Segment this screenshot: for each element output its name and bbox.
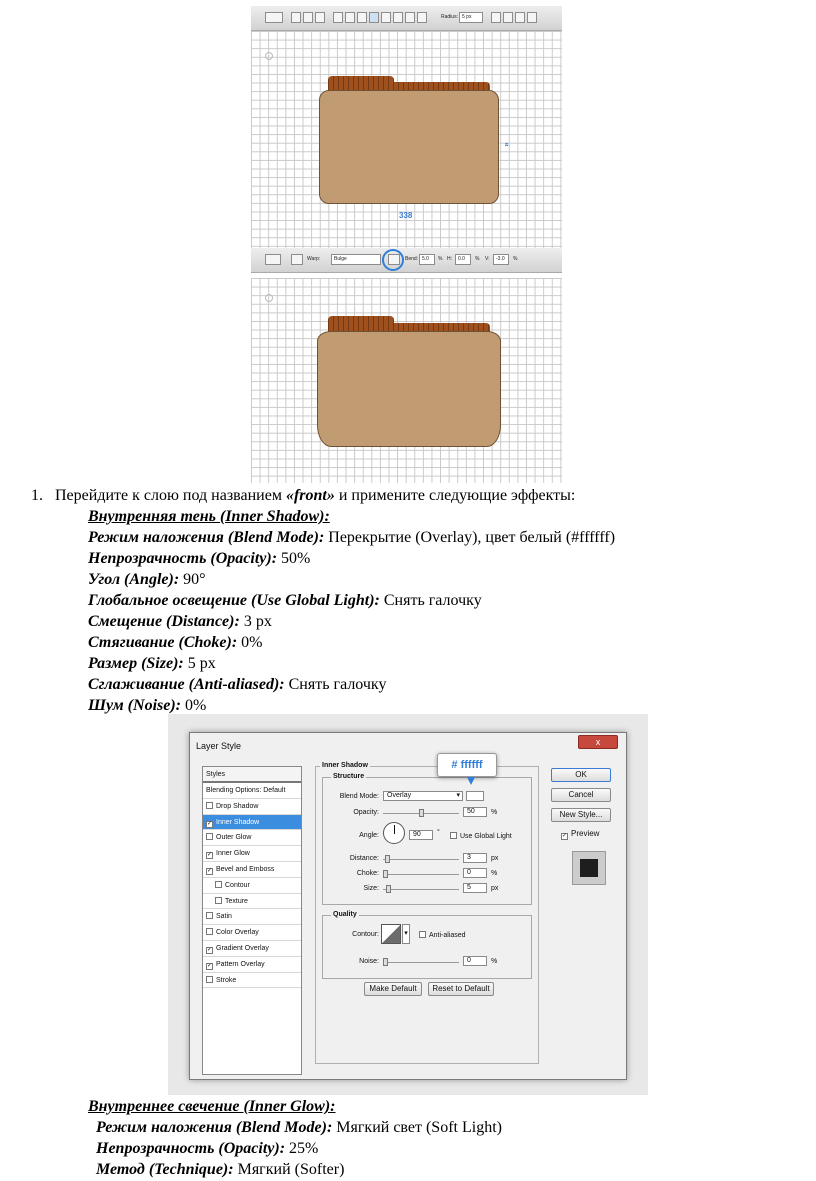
size-slider-thumb[interactable] [386,885,391,893]
inner-shadow-heading: Внутренняя тень (Inner Shadow): [88,508,330,525]
close-button[interactable]: x [578,735,618,749]
layer-name: «front» [285,487,335,504]
distance-slider-thumb[interactable] [385,855,390,863]
v-input[interactable]: -3.0 [493,254,509,265]
checkbox-icon [450,832,457,839]
noise-input[interactable]: 0 [463,956,487,966]
noise-slider-thumb[interactable] [383,958,388,966]
setting-line: Шум (Noise): 0% [88,697,207,714]
distance-label: Distance: [349,855,379,862]
structure-group [322,773,532,905]
checkbox-icon: ✓ [562,833,568,839]
section-title: Inner Shadow [322,762,368,769]
h-input[interactable]: 0.0 [455,254,471,265]
warp-style-select[interactable]: Bulge [331,254,381,265]
step-number: 1. [31,487,43,504]
size-slider[interactable] [383,889,459,890]
width-dimension-label: 338 [399,211,413,220]
setting-line: Режим наложения (Blend Mode): Мягкий свет (Soft Light) [96,1119,502,1136]
distance-unit: px [491,855,499,862]
setting-line: Сглаживание (Anti-aliased): Снять галочку [88,676,387,693]
screenshot-warp-bulge [251,248,562,483]
contour-label: Contour: [352,931,379,938]
v-unit: % [513,256,518,262]
structure-title: Structure [333,773,365,780]
dialog-title: Layer Style [196,741,242,751]
angle-dial[interactable] [383,822,405,844]
checkbox-icon [419,931,426,938]
exclude-shape-icon[interactable] [527,12,537,23]
warp-grid-icon[interactable] [291,254,303,265]
style-item[interactable] [203,878,301,894]
warp-label: Warp: [307,256,321,262]
style-item[interactable] [203,973,301,989]
screenshot-rounded-rectangle [251,0,562,248]
reference-point-icon[interactable] [265,254,281,265]
setting-line: Смещение (Distance): 3 px [88,613,272,630]
preview-thumbnail [572,851,606,885]
style-item-label: Pattern Overlay [216,960,265,968]
style-item[interactable] [203,815,301,831]
inner-glow-heading: Внутреннее свечение (Inner Glow): [88,1098,336,1115]
setting-line: Непрозрачность (Opacity): 50% [88,550,311,567]
quality-title: Quality [333,911,357,918]
angle-label: Angle: [359,832,379,839]
opacity-label: Opacity: [353,809,379,816]
anti-aliased-checkbox[interactable]: Anti-aliased [419,931,466,939]
noise-unit: % [491,958,498,965]
custom-shape-tool-icon[interactable] [417,12,427,23]
rounded-rectangle-tool-icon[interactable] [369,12,379,23]
add-to-shape-icon[interactable] [491,12,501,23]
style-item-label: Satin [216,913,232,921]
new-style-button[interactable]: New Style... [551,808,611,822]
callout-arrow-icon [467,777,475,785]
checkbox-icon[interactable] [206,912,213,919]
shadow-color-swatch[interactable] [466,791,484,801]
setting-line: Стягивание (Choke): 0% [88,634,263,651]
bend-unit: % [438,256,443,262]
layer-style-screenshot [168,714,648,1095]
style-item-label: Bevel and Emboss [216,865,275,873]
freeform-pen-icon[interactable] [345,12,355,23]
styles-header: Styles [203,767,301,783]
style-item[interactable] [203,957,301,973]
folder-front-warped [317,331,501,447]
checkbox-icon[interactable]: ✓ [207,946,213,953]
opacity-slider[interactable] [383,813,459,814]
angle-unit: ° [437,829,440,836]
style-item[interactable] [203,862,301,878]
global-light-checkbox[interactable]: Use Global Light [450,832,512,840]
preview-checkbox[interactable]: ✓ Preview [562,829,600,839]
line-tool-icon[interactable] [405,12,415,23]
checkbox-icon[interactable]: ✓ [207,867,213,874]
chevron-down-icon: ▾ [456,792,460,799]
layer-style-dialog [189,732,627,1080]
style-item[interactable] [203,941,301,957]
ruler-origin-icon [265,52,273,60]
blend-mode-label: Blend Mode: [339,793,379,800]
setting-line: Глобальное освещение (Use Global Light): Снять галочку [88,592,482,609]
setting-line: Режим наложения (Blend Mode): Перекрытие (Overlay), цвет белый (#ffffff) [88,529,616,546]
size-label: Size: [363,885,379,892]
step-text-before: Перейдите к слою под названием [55,487,286,504]
opacity-slider-thumb[interactable] [419,809,424,817]
cancel-button[interactable]: Cancel [551,788,611,802]
checkbox-icon[interactable]: ✓ [207,820,213,827]
setting-line: Непрозрачность (Opacity): 25% [96,1140,319,1157]
h-unit: % [475,256,480,262]
shape-layers-icon[interactable] [291,12,301,23]
style-item-label: Drop Shadow [216,802,259,810]
radius-label: Radius: [441,14,458,20]
styles-list [202,766,302,1075]
style-item[interactable] [203,799,301,815]
choke-label: Choke: [356,870,379,877]
checkbox-icon[interactable] [215,881,222,888]
height-dimension-label: « [502,142,512,147]
quality-group [322,911,532,979]
v-label: V: [485,256,490,262]
shape-tool-icon[interactable] [265,12,283,23]
style-item-label: Gradient Overlay [216,944,269,952]
checkbox-icon[interactable] [206,928,213,935]
contour-picker[interactable] [381,924,401,944]
polygon-tool-icon[interactable] [393,12,403,23]
folder-front-shape [319,90,499,204]
rectangle-tool-icon[interactable] [357,12,367,23]
style-item-label: Outer Glow [216,834,252,842]
make-default-button[interactable]: Make Default [364,982,422,996]
style-item-label: Inner Shadow [216,818,260,826]
options-toolbar [251,6,562,31]
radius-input[interactable]: 5 px [459,12,483,23]
step-text-after: и примените следующие эффекты: [334,487,576,504]
ellipse-tool-icon[interactable] [381,12,391,23]
bend-input[interactable]: 5.0 [419,254,435,265]
preview-swatch [580,859,598,877]
distance-slider[interactable] [383,859,459,860]
style-item-label: Blending Options: Default [206,787,286,794]
checkbox-icon[interactable] [215,897,222,904]
setting-line: Угол (Angle): 90° [88,571,206,588]
pen-tool-icon[interactable] [333,12,343,23]
ok-button[interactable]: OK [551,768,611,782]
subtract-shape-icon[interactable] [503,12,513,23]
distance-input[interactable]: 3 [463,853,487,863]
style-item-label: Color Overlay [216,929,259,937]
inner-glow-settings [88,1096,502,1180]
fill-pixels-icon[interactable] [315,12,325,23]
ruler-origin-icon-2 [265,294,273,302]
setting-line: Метод (Technique): Мягкий (Softer) [96,1161,345,1178]
choke-slider-thumb[interactable] [383,870,388,878]
checkbox-icon[interactable]: ✓ [207,962,213,969]
style-item-label: Stroke [216,976,237,984]
choke-input[interactable]: 0 [463,868,487,878]
style-item-label: Contour [225,881,250,889]
style-item[interactable] [203,894,301,910]
style-item[interactable] [203,909,301,925]
warp-options-toolbar [251,248,562,273]
color-callout: # ffffff [437,753,497,777]
checkbox-icon[interactable] [206,802,213,809]
style-item-label: Texture [225,897,248,905]
bend-label: Bend: [405,256,419,262]
noise-label: Noise: [359,958,379,965]
style-item[interactable] [203,846,301,862]
contour-dropdown-icon[interactable]: ▾ [402,924,410,944]
size-unit: px [491,885,499,892]
checkbox-icon[interactable] [206,833,213,840]
style-item[interactable] [203,783,301,799]
checkbox-icon[interactable] [206,976,213,983]
setting-line: Размер (Size): 5 px [88,655,216,672]
size-input[interactable]: 5 [463,883,487,893]
opacity-input[interactable]: 50 [463,807,487,817]
style-item[interactable] [203,925,301,941]
choke-slider[interactable] [383,874,459,875]
paths-icon[interactable] [303,12,313,23]
reset-to-default-button[interactable]: Reset to Default [428,982,494,996]
angle-input[interactable]: 90 [409,830,433,840]
style-item-label: Inner Glow [216,850,250,858]
style-item[interactable] [203,830,301,846]
h-label: H: [447,256,452,262]
step-1-paragraph [31,485,575,506]
checkbox-icon[interactable]: ✓ [207,852,213,859]
highlight-circle [382,249,404,271]
opacity-unit: % [491,809,498,816]
blend-mode-select[interactable]: Overlay ▾ [383,791,463,801]
inner-shadow-settings [88,506,615,716]
choke-unit: % [491,870,498,877]
intersect-shape-icon[interactable] [515,12,525,23]
noise-slider[interactable] [383,962,459,963]
